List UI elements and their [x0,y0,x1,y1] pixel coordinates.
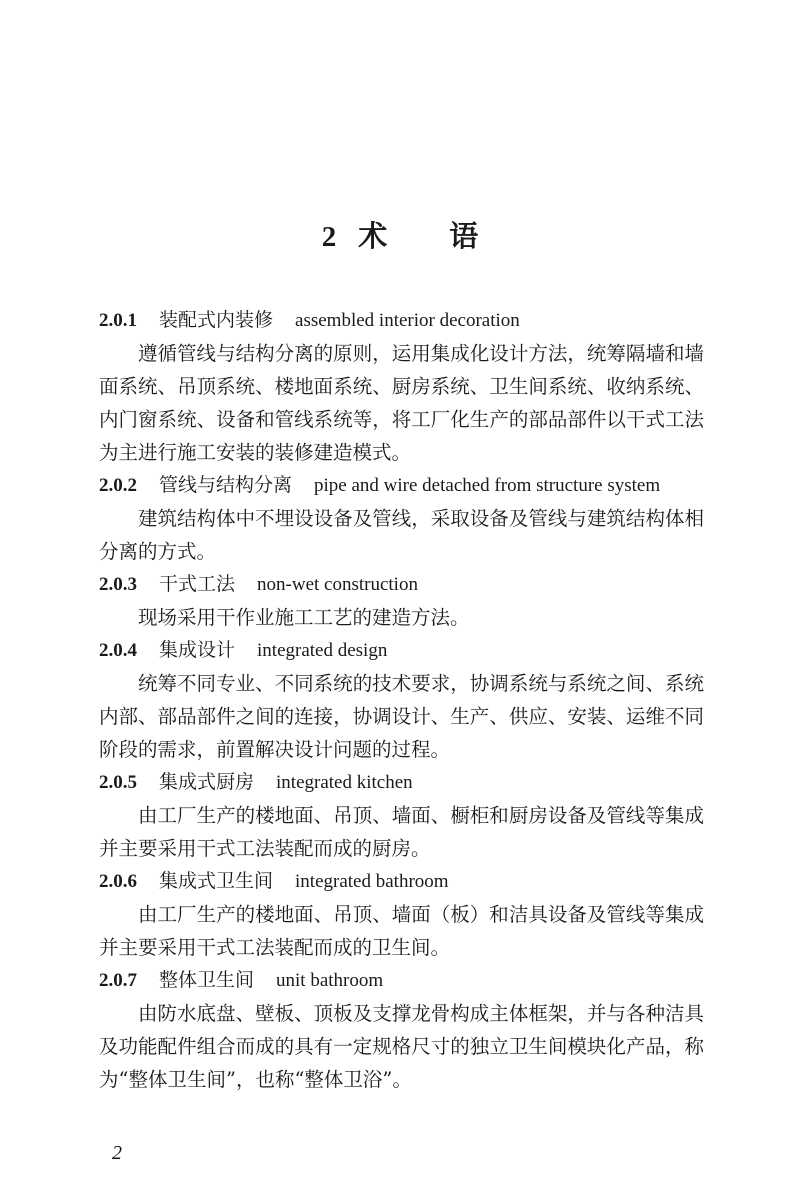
term-entry-2-0-7 [99,964,704,1096]
term-heading [99,634,704,667]
term-chinese-name: 集成式厨房 [159,771,255,793]
term-entry-2-0-6 [99,865,704,964]
term-code: 2.0.4 [99,640,137,661]
term-definition: 遵循管线与结构分离的原则，运用集成化设计方法，统筹隔墙和墙面系统、吊顶系统、楼地面系统、厨房系统、卫生间系统、收纳系统、内门窗系统、设备和管线系统等，将工厂化生产的部品部件以干式工法为主进行施工安装的装修建造模式。 [99,342,704,464]
term-heading [99,304,704,337]
term-definition: 现场采用干作业施工工艺的建造方法。 [138,606,470,629]
term-code: 2.0.6 [99,871,137,892]
term-english-name: integrated design [257,640,388,661]
terms-list [99,304,704,1096]
term-heading [99,865,704,898]
term-definition: 由工厂生产的楼地面、吊顶、墙面（板）和洁具设备及管线等集成并主要采用干式工法装配而成的卫生间。 [99,903,704,959]
term-definition: 建筑结构体中不埋设设备及管线，采取设备及管线与建筑结构体相分离的方式。 [99,507,704,563]
term-heading [99,469,704,502]
term-code: 2.0.5 [99,772,137,793]
term-chinese-name: 整体卫生间 [159,969,255,991]
term-definition: 统筹不同专业、不同系统的技术要求，协调系统与系统之间、系统内部、部品部件之间的连接，协调设计、生产、供应、安装、运维不同阶段的需求，前置解决设计问题的过程。 [99,672,704,761]
term-code: 2.0.2 [99,475,137,496]
term-chinese-name: 集成设计 [159,639,236,661]
term-entry-2-0-1 [99,304,704,469]
term-english-name: integrated kitchen [276,772,413,793]
term-chinese-name: 管线与结构分离 [159,474,293,496]
term-heading [99,568,704,601]
term-english-name: assembled interior decoration [295,310,520,331]
term-code: 2.0.3 [99,574,137,595]
page-number: 2 [112,1142,122,1164]
chapter-number: 2 [321,221,337,253]
term-english-name: integrated bathroom [295,871,449,892]
term-definition: 由防水底盘、壁板、顶板及支撑龙骨构成主体框架，并与各种洁具及功能配件组合而成的具有一定规格尺寸的独立卫生间模块化产品，称为“整体卫生间”，也称“整体卫浴”。 [99,1002,704,1091]
term-code: 2.0.1 [99,310,137,331]
term-code: 2.0.7 [99,970,137,991]
term-entry-2-0-5 [99,766,704,865]
chapter-title-text: 术语 [358,219,541,253]
term-chinese-name: 集成式卫生间 [159,870,274,892]
term-heading [99,964,704,997]
term-entry-2-0-3 [99,568,704,634]
term-heading [99,766,704,799]
term-english-name: non-wet construction [257,574,418,595]
term-english-name: unit bathroom [276,970,384,991]
term-chinese-name: 干式工法 [159,573,236,595]
term-entry-2-0-4 [99,634,704,766]
chapter-title [0,216,800,257]
term-entry-2-0-2 [99,469,704,568]
term-english-name: pipe and wire detached from structure system [314,475,661,496]
term-chinese-name: 装配式内装修 [159,309,274,331]
term-definition: 由工厂生产的楼地面、吊顶、墙面、橱柜和厨房设备及管线等集成并主要采用干式工法装配而成的厨房。 [99,804,704,860]
